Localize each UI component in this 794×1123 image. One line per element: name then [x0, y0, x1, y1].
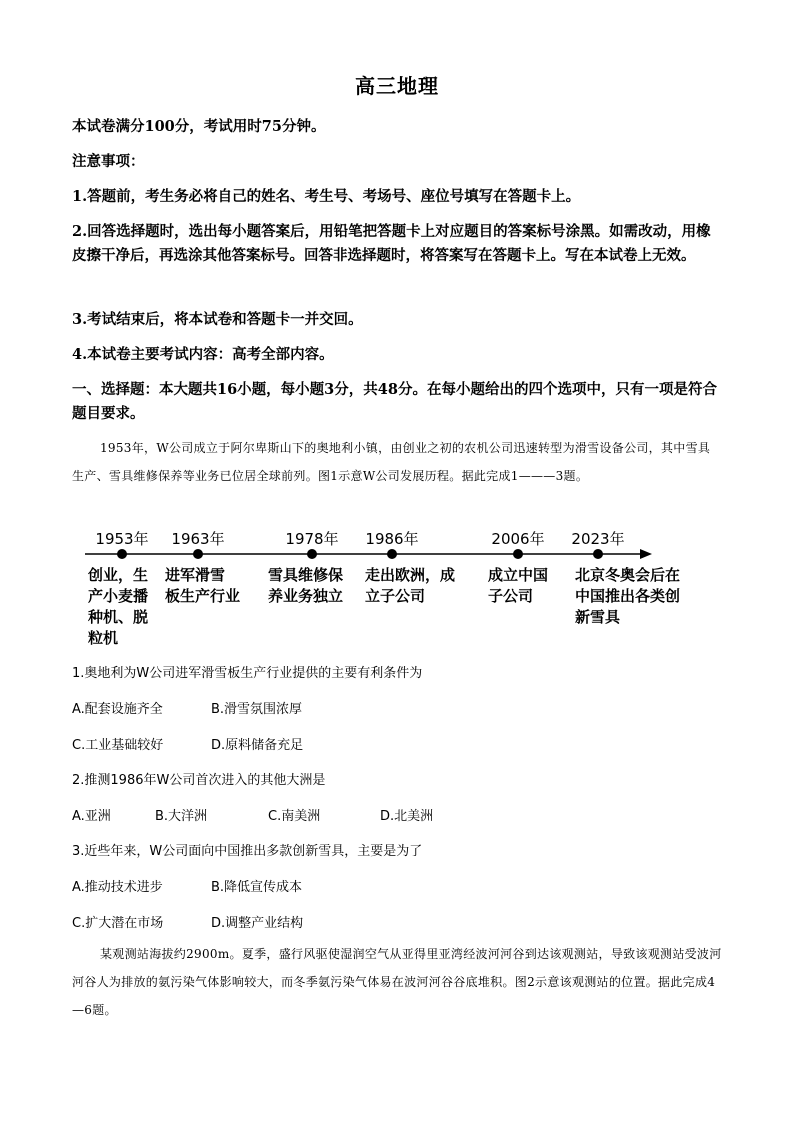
q2-option-d: D.北美洲	[380, 809, 434, 824]
timeline-desc-1-line-0: 进军滑雪	[165, 566, 226, 584]
q3-option-b: B.降低宣传成本	[211, 880, 303, 895]
q2-option-a: A.亚洲	[72, 809, 111, 824]
timeline-desc-2-line-0: 雪具维修保	[268, 566, 344, 584]
timeline-dot-2	[307, 549, 317, 559]
q1-option-d: D.原料储备充足	[211, 738, 304, 753]
timeline-desc-2-line-1: 养业务独立	[268, 587, 344, 605]
note-4: 4.本试卷主要考试内容：高考全部内容。	[72, 346, 334, 363]
q2-option-c: C.南美洲	[268, 809, 321, 824]
timeline-desc-1-line-1: 板生产行业	[165, 587, 241, 605]
intro-paragraph-1: 1953年，W公司成立于阿尔卑斯山下的奥地利小镇，由创业之初的农机公司迅速转型为滑雪设备公司，其中雪具生产、雪具维修保养等业务已位居全球前列。图1示意W公司发展历程。据此完成1———3题。	[72, 441, 711, 483]
timeline-desc-3-line-0: 走出欧洲，成	[365, 566, 456, 584]
timeline-desc-0-line-0: 创业，生	[88, 566, 149, 584]
score-line: 本试卷满分100分，考试用时75分钟。	[72, 118, 326, 135]
timeline-desc-4-line-0: 成立中国	[488, 566, 549, 584]
q1-option-c: C.工业基础较好	[72, 738, 164, 753]
q1-option-b: B.滑雪氛围浓厚	[211, 702, 303, 717]
note-1: 1.答题前，考生务必将自己的姓名、考生号、考场号、座位号填写在答题卡上。	[72, 188, 581, 205]
timeline-desc-5-line-1: 中国推出各类创	[575, 587, 680, 605]
timeline-dot-1	[193, 549, 203, 559]
section-heading: 一、选择题：本大题共16小题，每小题3分，共48分。在每小题给出的四个选项中，只有一项是符合题目要求。	[72, 381, 717, 422]
timeline-dot-3	[387, 549, 397, 559]
q1-option-a: A.配套设施齐全	[72, 702, 163, 717]
timeline-arrow	[640, 549, 652, 559]
q2-option-b: B.大洋洲	[155, 809, 208, 824]
timeline-desc-0-line-2: 种机、脱	[88, 608, 149, 626]
note-2: 2.回答选择题时，选出每小题答案后，用铅笔把答题卡上对应题目的答案标号涂黑。如需改动，用橡皮擦干净后，再选涂其他答案标号。回答非选择题时，将答案写在答题卡上。写在本试卷上无效。	[72, 223, 711, 264]
intro-paragraph-2: 某观测站海拔约2900m。夏季，盛行风驱使湿润空气从亚得里亚湾经波河河谷到达该观测站，导致该观测站受波河河谷人为排放的氨污染气体影响较大，而冬季氨污染气体易在波河河谷谷底堆积。图2示意该观测站的位置。据此完成4—6题。	[72, 947, 722, 1017]
timeline-year-5: 2023年	[571, 530, 625, 548]
q3-option-c: C.扩大潜在市场	[72, 916, 164, 931]
timeline-desc-5-line-2: 新雪具	[575, 608, 621, 626]
question-3-stem: 3.近些年来，W公司面向中国推出多款创新雪具，主要是为了	[72, 844, 423, 859]
timeline-dot-5	[593, 549, 603, 559]
timeline-dot-0	[117, 549, 127, 559]
timeline-year-0: 1953年	[95, 530, 149, 548]
notes-heading: 注意事项：	[72, 153, 145, 170]
question-1-stem: 1.奥地利为W公司进军滑雪板生产行业提供的主要有利条件为	[72, 666, 423, 681]
timeline-desc-0-line-1: 产小麦播	[88, 587, 149, 605]
timeline-desc-4-line-1: 子公司	[488, 587, 534, 605]
question-2-stem: 2.推测1986年W公司首次进入的其他大洲是	[72, 773, 326, 788]
note-3: 3.考试结束后，将本试卷和答题卡一并交回。	[72, 311, 363, 328]
page-title: 高三地理	[355, 74, 439, 98]
timeline-year-1: 1963年	[171, 530, 225, 548]
timeline-dot-4	[513, 549, 523, 559]
timeline-desc-5-line-0: 北京冬奥会后在	[575, 566, 680, 584]
timeline-figure	[80, 520, 680, 655]
timeline-year-4: 2006年	[491, 530, 545, 548]
timeline-year-2: 1978年	[285, 530, 339, 548]
timeline-year-3: 1986年	[365, 530, 419, 548]
timeline-desc-0-line-3: 粒机	[88, 629, 119, 647]
timeline-desc-3-line-1: 立子公司	[365, 587, 426, 605]
q3-option-d: D.调整产业结构	[211, 916, 304, 931]
q3-option-a: A.推动技术进步	[72, 880, 163, 895]
